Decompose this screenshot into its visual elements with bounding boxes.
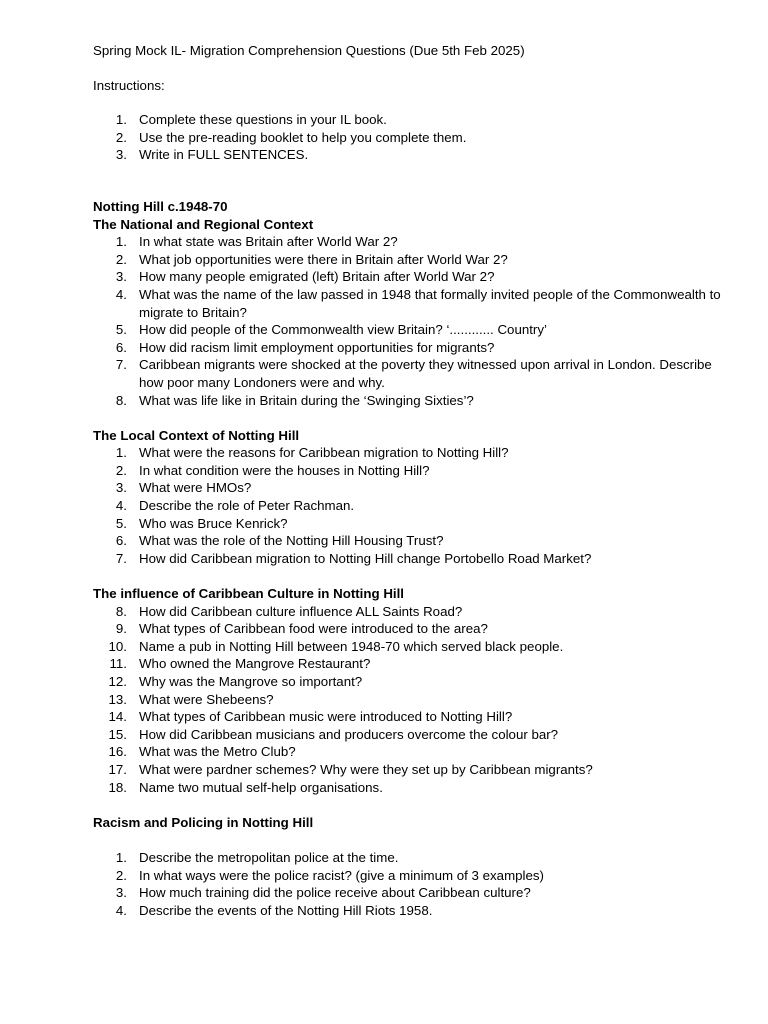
item-number: 10.: [108, 638, 127, 654]
item-number: 1.: [115, 445, 127, 461]
item-number: 5.: [115, 322, 127, 338]
list-item: [93, 638, 733, 656]
list-item: [93, 111, 733, 129]
list-item: [93, 655, 733, 673]
item-text: Who was Bruce Kenrick?: [139, 515, 288, 531]
list-item: [93, 515, 733, 533]
question-list: [93, 603, 733, 797]
item-text: Write in FULL SENTENCES.: [139, 147, 309, 163]
item-number: 15.: [108, 726, 127, 742]
item-text: What was the Metro Club?: [139, 744, 296, 760]
item-number: 3.: [115, 269, 127, 285]
list-item: [93, 726, 733, 744]
item-number: 2.: [115, 867, 127, 883]
item-number: 2.: [115, 129, 127, 145]
document-page: [93, 42, 733, 937]
question-list: [93, 849, 733, 919]
item-text: Who owned the Mangrove Restaurant?: [139, 656, 371, 672]
list-item: [93, 392, 733, 410]
item-text: In what state was Britain after World War 2?: [139, 234, 398, 250]
topic-heading: Notting Hill c.1948-70: [93, 198, 228, 214]
list-item: [93, 532, 733, 550]
item-number: 12.: [108, 674, 127, 689]
list-item: [93, 761, 733, 779]
item-text: Name two mutual self-help organisations.: [139, 779, 383, 795]
item-text: In what condition were the houses in Notting Hill?: [139, 462, 430, 478]
item-text: How did people of the Commonwealth view Britain? ‘............ Country’: [139, 322, 547, 338]
item-number: 6.: [115, 339, 127, 355]
list-item: [93, 356, 733, 391]
item-number: 3.: [115, 885, 127, 901]
list-item: [93, 603, 733, 621]
item-number: 7.: [115, 550, 127, 566]
item-text: How did Caribbean culture influence ALL Saints Road?: [139, 603, 463, 619]
item-number: 18.: [108, 779, 127, 795]
item-number: 11.: [109, 656, 127, 672]
item-number: 5.: [115, 515, 127, 531]
question-section: [93, 427, 733, 568]
list-item: [93, 233, 733, 251]
item-text: What were Shebeens?: [139, 691, 274, 707]
list-item: [93, 129, 733, 147]
item-number: 2.: [115, 462, 127, 478]
item-text: What were the reasons for Caribbean migration to Notting Hill?: [139, 445, 509, 461]
item-text: Complete these questions in your IL book.: [139, 112, 387, 128]
spacer: [93, 831, 733, 849]
list-item: [93, 321, 733, 339]
item-number: 13.: [108, 691, 127, 707]
item-number: 4.: [115, 286, 127, 302]
list-item: [93, 550, 733, 568]
question-list: [93, 444, 733, 567]
list-item: [93, 779, 733, 797]
item-number: 1.: [115, 234, 127, 250]
item-number: 1.: [115, 112, 127, 128]
item-text: How many people emigrated (left) Britain after World War 2?: [139, 269, 495, 285]
item-number: 16.: [108, 744, 127, 760]
item-number: 8.: [115, 603, 127, 619]
item-number: 8.: [115, 392, 127, 408]
question-section: [93, 216, 733, 410]
item-text: Why was the Mangrove so important?: [139, 674, 363, 689]
section-heading: The influence of Caribbean Culture in Notting Hill: [93, 586, 405, 602]
item-number: 9.: [115, 621, 127, 637]
list-item: [93, 286, 733, 321]
item-number: 3.: [115, 147, 127, 163]
item-text: Caribbean migrants were shocked at the poverty they witnessed upon arrival in London. Describe how poor many Londoners were and why.: [139, 357, 712, 390]
item-text: What types of Caribbean food were introduced to the area?: [139, 621, 488, 637]
item-text: What were HMOs?: [139, 480, 252, 496]
section-heading: The Local Context of Notting Hill: [93, 427, 300, 443]
list-item: [93, 884, 733, 902]
item-text: In what ways were the police racist? (give a minimum of 3 examples): [139, 867, 544, 883]
list-item: [93, 479, 733, 497]
document-title: Spring Mock IL- Migration Comprehension Questions (Due 5th Feb 2025): [93, 43, 525, 58]
section-heading: The National and Regional Context: [93, 216, 314, 232]
item-text: Name a pub in Notting Hill between 1948-70 which served black people.: [139, 638, 564, 654]
item-number: 4.: [115, 498, 127, 514]
list-item: [93, 743, 733, 761]
item-number: 14.: [108, 709, 127, 725]
item-text: How did Caribbean migration to Notting Hill change Portobello Road Market?: [139, 550, 592, 566]
list-item: [93, 268, 733, 286]
section-heading: Racism and Policing in Notting Hill: [93, 814, 314, 830]
item-text: Describe the events of the Notting Hill Riots 1958.: [139, 902, 433, 918]
item-number: 6.: [115, 533, 127, 549]
instructions-label: Instructions:: [93, 77, 165, 93]
item-text: What was the name of the law passed in 1948 that formally invited people of the Commonwealth to migrate to Britain?: [139, 286, 721, 320]
item-text: What were pardner schemes? Why were they set up by Caribbean migrants?: [139, 761, 593, 777]
list-item: [93, 462, 733, 480]
item-text: What was the role of the Notting Hill Housing Trust?: [139, 533, 444, 549]
list-item: [93, 849, 733, 867]
instructions-list: [93, 111, 733, 164]
question-section: [93, 585, 733, 796]
list-item: [93, 902, 733, 920]
list-item: [93, 673, 733, 691]
question-list: [93, 233, 733, 409]
item-number: 7.: [115, 357, 127, 373]
item-text: How did Caribbean musicians and producers overcome the colour bar?: [139, 726, 559, 742]
item-text: Describe the metropolitan police at the time.: [139, 849, 399, 865]
list-item: [93, 867, 733, 885]
item-number: 3.: [115, 480, 127, 496]
item-number: 4.: [115, 902, 127, 918]
sections-container: [93, 216, 733, 920]
list-item: [93, 497, 733, 515]
list-item: [93, 444, 733, 462]
item-text: What was life like in Britain during the ‘Swinging Sixties’?: [139, 392, 474, 408]
list-item: [93, 620, 733, 638]
item-number: 2.: [115, 251, 127, 267]
item-text: Describe the role of Peter Rachman.: [139, 498, 355, 514]
list-item: [93, 146, 733, 164]
list-item: [93, 251, 733, 269]
item-text: How did racism limit employment opportunities for migrants?: [139, 339, 495, 355]
question-section: [93, 814, 733, 920]
list-item: [93, 339, 733, 357]
item-text: Use the pre-reading booklet to help you complete them.: [139, 129, 467, 145]
item-number: 17.: [108, 761, 127, 777]
item-number: 1.: [115, 849, 127, 865]
item-text: What types of Caribbean music were introduced to Notting Hill?: [139, 709, 513, 725]
list-item: [93, 691, 733, 709]
item-text: How much training did the police receive about Caribbean culture?: [139, 885, 531, 901]
list-item: [93, 708, 733, 726]
item-text: What job opportunities were there in Britain after World War 2?: [139, 251, 508, 267]
